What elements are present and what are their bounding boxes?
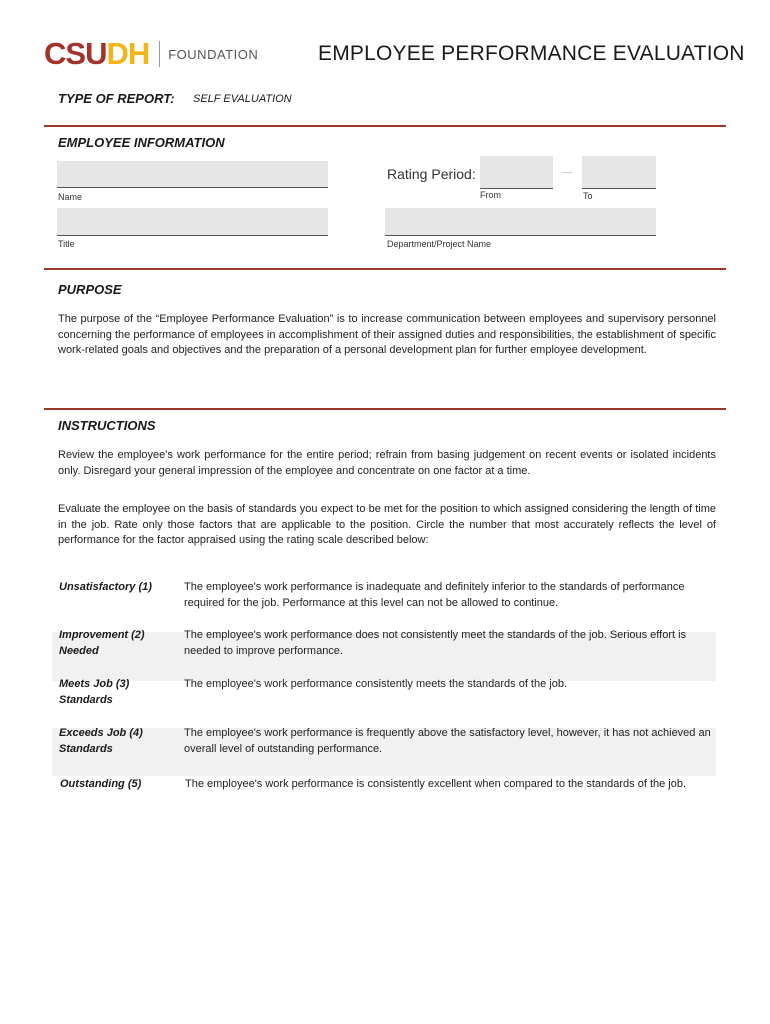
logo-divider xyxy=(159,41,160,67)
rating-level-description: The employee's work performance does not consistently meet the standards of the job. Serious effort is needed to improve performance. xyxy=(184,629,687,657)
name-field[interactable] xyxy=(57,161,328,188)
document-title: EMPLOYEE PERFORMANCE EVALUATION xyxy=(318,42,745,65)
rating-level-name: Outstanding (5) xyxy=(60,778,142,790)
title-field[interactable] xyxy=(57,208,328,236)
name-label: Name xyxy=(58,192,83,202)
rating-level-name: Meets Job (3) Standards xyxy=(59,678,130,706)
rating-level-description: The employee's work performance is consistently excellent when compared to the standards of the job. xyxy=(185,778,687,790)
report-type-label: TYPE OF REPORT: xyxy=(58,91,175,106)
rating-level-name: Improvement (2) Needed xyxy=(59,629,145,657)
instructions-paragraph-2: Evaluate the employee on the basis of standards you expect to be met for the position to which assigned considering the length of time in the job. Rate only those factors that are applicable to the position. Circle the number that most accurately reflects the level of performance for the factor appraised using the rating scale described below: xyxy=(58,503,716,546)
report-type-value: SELF EVALUATION xyxy=(193,93,292,105)
rating-level-description: The employee's work performance is inadequate and definitely inferior to the standards of performance required for the job. Performance at this level can not be allowed to continue. xyxy=(184,581,685,609)
rating-level-name: Exceeds Job (4) Standards xyxy=(59,727,143,755)
from-label: From xyxy=(480,190,501,200)
rating-level-description: The employee's work performance consistently meets the standards of the job. xyxy=(184,678,568,690)
to-label: To xyxy=(583,191,593,201)
logo-dh-text: DH xyxy=(106,36,150,71)
date-range-dash xyxy=(562,172,572,173)
rating-period-label: Rating Period: xyxy=(387,166,476,182)
logo-csu-text: CSU xyxy=(44,36,107,71)
rating-level-description: The employee's work performance is frequently above the satisfactory level, however, it has not achieved an overall level of outstanding performance. xyxy=(184,727,711,755)
department-label: Department/Project Name xyxy=(387,239,492,249)
purpose-heading: PURPOSE xyxy=(58,282,122,297)
rating-level-name: Unsatisfactory (1) xyxy=(59,581,152,593)
csudh-foundation-logo xyxy=(44,38,258,70)
department-field[interactable] xyxy=(385,208,656,236)
section-divider xyxy=(44,408,726,410)
employee-info-heading: EMPLOYEE INFORMATION xyxy=(58,135,225,150)
section-divider xyxy=(44,268,726,270)
section-divider xyxy=(44,125,726,127)
title-label: Title xyxy=(58,239,75,249)
purpose-text: The purpose of the “Employee Performance Evaluation” is to increase communication between employees and supervisory personnel concerning the performance of employees in accomplishment of their assigned duties and responsibilities, the establishment of specific work-related goals and objectives and the preparation of a personal development plan for further employee development. xyxy=(58,313,716,356)
rating-to-field[interactable] xyxy=(582,156,656,189)
rating-from-field[interactable] xyxy=(480,156,553,189)
instructions-paragraph-1: Review the employee's work performance for the entire period; refrain from basing judgement on recent events or isolated incidents only. Disregard your general impression of the employee and concentrate on one factor at a time. xyxy=(58,449,716,477)
instructions-heading: INSTRUCTIONS xyxy=(58,418,156,433)
logo-foundation-text: FOUNDATION xyxy=(168,46,259,62)
